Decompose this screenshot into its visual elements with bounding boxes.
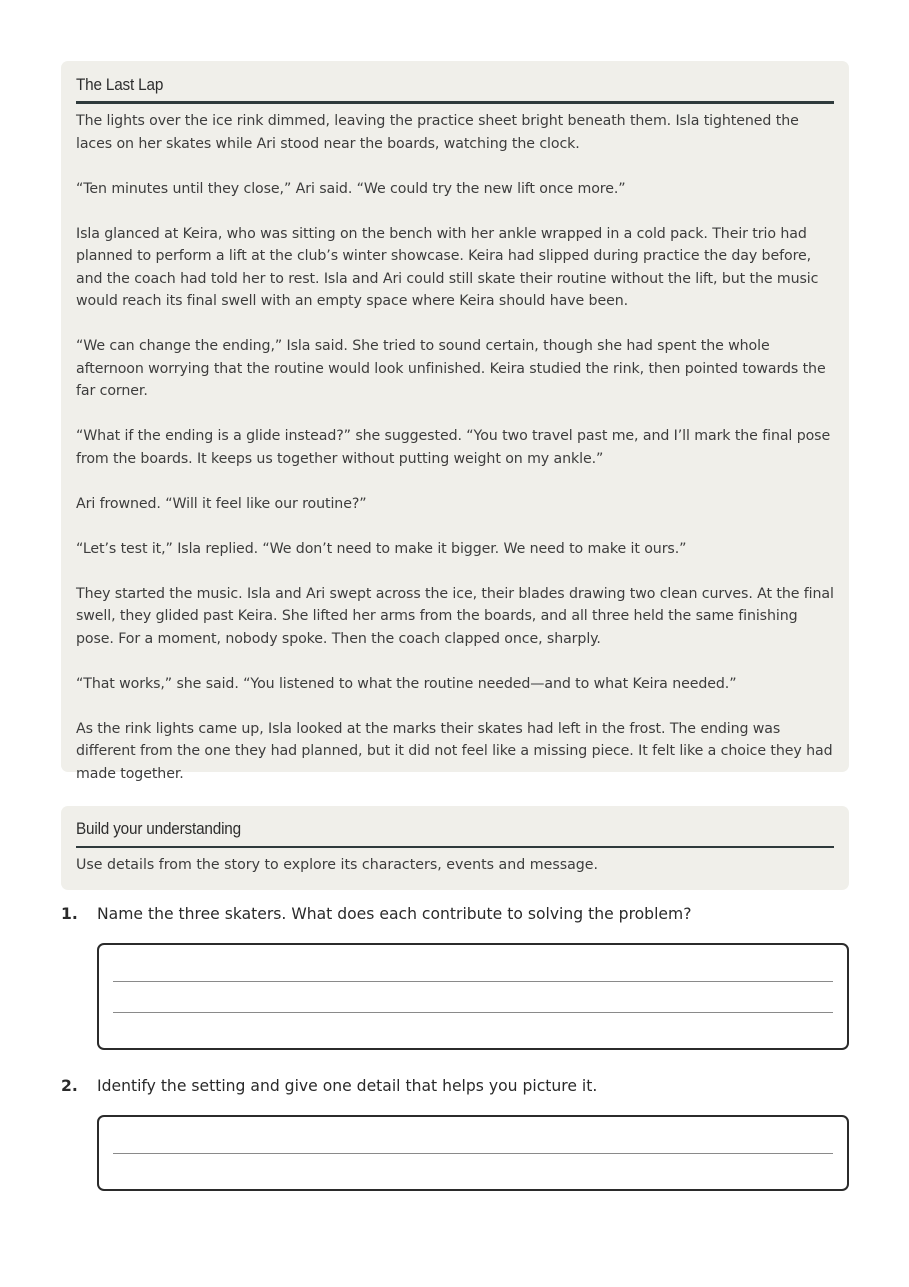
- question-number: 1.: [61, 905, 78, 923]
- answer-box-2[interactable]: [97, 1115, 849, 1191]
- section-title: Build your understanding: [76, 819, 241, 838]
- section-intro: Use details from the story to explore its characters, events and message.: [76, 857, 599, 873]
- story-paragraph: “That works,” she said. “You listened to what the routine needed—and to what Keira needed.”: [76, 675, 737, 692]
- title-divider: [76, 101, 834, 104]
- story-paragraph: As the rink lights came up, Isla looked at the marks their skates had left in the frost. The ending was different from the one they had planned, but it did not feel like a missing piece. It felt like a choice they had made together.: [76, 720, 833, 782]
- story-paragraph: “We can change the ending,” Isla said. She tried to sound certain, though she had spent the whole afternoon worrying that the routine would look unfinished. Keira studied the rink, then pointed towards the far corner.: [76, 338, 826, 399]
- build-understanding-panel: [61, 806, 849, 890]
- answer-box-1[interactable]: [97, 943, 849, 1050]
- answer-line: [113, 1012, 833, 1013]
- story-paragraph: Isla glanced at Keira, who was sitting on the bench with her ankle wrapped in a cold pack. Their trio had planned to perform a lift at the club’s winter showcase. Keira had slipped during practice the day before, and the coach had told her to rest. Isla and Ari could still skate their routine without the lift, but the music would reach its final swell with an empty space where Keira should have been.: [76, 225, 819, 309]
- story-paragraph: They started the music. Isla and Ari swept across the ice, their blades drawing two clean curves. At the final swell, they glided past Keira. She lifted her arms from the boards, and all three held the same finishing pose. For a moment, nobody spoke. Then the coach clapped once, sharply.: [76, 585, 834, 647]
- story-paragraph: “What if the ending is a glide instead?” she suggested. “You two travel past me, and I’ll mark the final pose from the boards. It keeps us together without putting weight on my ankle.”: [76, 428, 831, 467]
- question-number: 2.: [61, 1077, 78, 1095]
- story-paragraph: “Let’s test it,” Isla replied. “We don’t need to make it bigger. We need to make it ours.”: [76, 540, 687, 557]
- story-paragraph: The lights over the ice rink dimmed, leaving the practice sheet bright beneath them. Isla tightened the laces on her skates while Ari stood near the boards, watching the clock.: [76, 113, 799, 152]
- question-text: Identify the setting and give one detail that helps you picture it.: [97, 1077, 598, 1095]
- question-text: Name the three skaters. What does each contribute to solving the problem?: [97, 905, 692, 923]
- question-2: [61, 1077, 849, 1095]
- story-panel: [61, 61, 849, 782]
- title-divider: [76, 846, 834, 848]
- question-1: [61, 905, 849, 923]
- answer-line: [113, 981, 833, 982]
- story-paragraph: Ari frowned. “Will it feel like our routine?”: [76, 495, 367, 512]
- story-paragraph: “Ten minutes until they close,” Ari said. “We could try the new lift once more.”: [76, 180, 626, 197]
- story-text: [76, 110, 834, 785]
- story-title: The Last Lap: [76, 75, 164, 94]
- answer-line: [113, 1153, 833, 1154]
